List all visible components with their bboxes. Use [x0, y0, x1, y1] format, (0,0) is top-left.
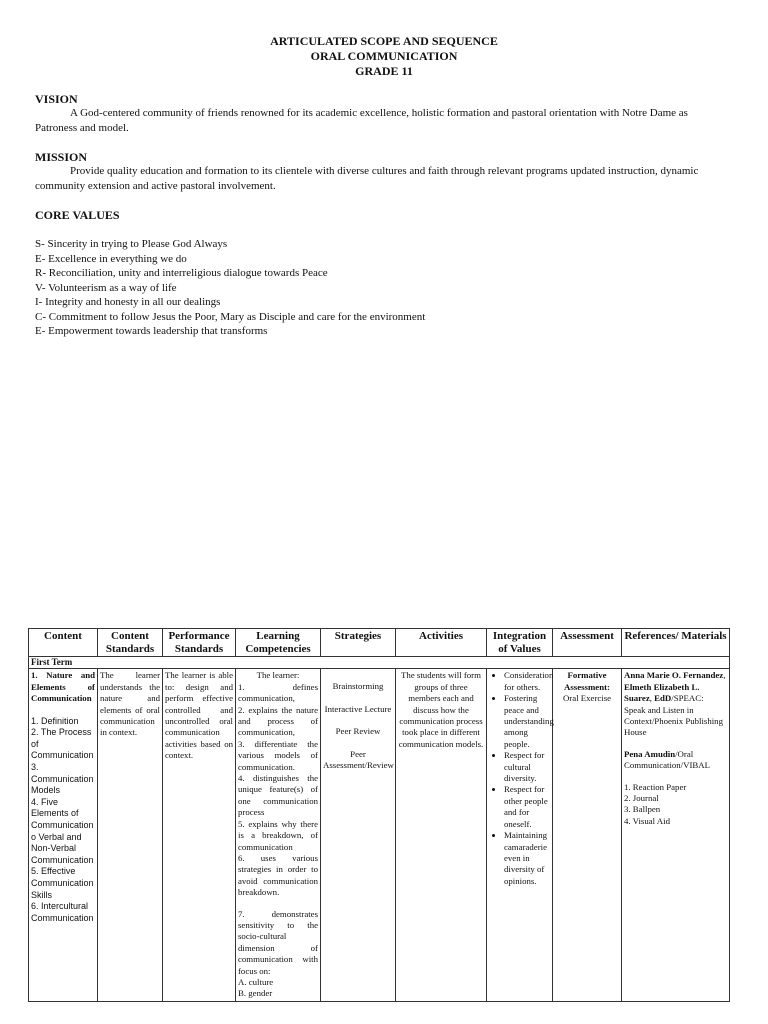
content-item: 4. Five Elements of Communication — [31, 796, 94, 830]
value-item: • Respect for other people and for oneself. — [504, 784, 550, 830]
reference-author: Anna Marie O. Fernandez — [624, 670, 724, 681]
cell-integration-of-values — [487, 669, 553, 1001]
scope-sequence-table — [28, 628, 730, 1002]
core-value-item: R- Reconciliation, unity and interreligious dialogue towards Peace — [35, 267, 328, 279]
competency-item: 2. explains the nature and process of communication, — [238, 704, 318, 738]
content-item: 6. Intercultural Communication — [31, 901, 94, 923]
material-item: 4. Visual Aid — [624, 815, 670, 826]
col-header-learning-competencies: Learning Competencies — [236, 629, 321, 657]
cell-content-standards: The learner understands the nature and elements of oral communication in context. — [98, 669, 163, 1001]
value-item: • Maintaining camaraderie even in diversity of opinions. — [504, 830, 550, 887]
document-header — [0, 34, 768, 79]
col-header-integration-of-values: Integration of Values — [487, 629, 553, 657]
col-header-strategies: Strategies — [321, 629, 396, 657]
content-title: 1. Nature and Elements of Communication — [31, 670, 95, 704]
core-values-list — [35, 237, 425, 339]
assessment-label: Formative Assessment: — [564, 670, 610, 692]
header-line-3: GRADE 11 — [355, 64, 413, 78]
strategy-item: Brainstorming — [332, 681, 384, 692]
assessment-value: Oral Exercise — [562, 693, 612, 704]
cell-learning-competencies — [236, 669, 321, 1001]
competency-item: 6. uses various strategies in order to avoid communication breakdown. — [238, 852, 318, 898]
core-value-item: I- Integrity and honesty in all our dealings — [35, 296, 221, 308]
header-line-2: ORAL COMMUNICATION — [310, 49, 458, 63]
col-header-content-standards: Content Standards — [98, 629, 163, 657]
content-item: 2. The Process of Communication — [31, 727, 94, 761]
competency-subitem: A. culture — [238, 976, 274, 987]
material-item: 1. Reaction Paper — [624, 781, 687, 792]
reference-2 — [624, 749, 727, 772]
col-header-performance-standards: Performance Standards — [163, 629, 236, 657]
competency-item: 4. distinguishes the unique feature(s) of one communication process — [238, 773, 318, 818]
content-item: 1. Definition — [31, 715, 79, 726]
col-header-activities: Activities — [396, 629, 487, 657]
reference-author: Elmeth Elizabeth L. Suarez — [624, 681, 700, 704]
reference-degree: EdD — [654, 693, 672, 704]
competency-item: 7. demonstrates sensitivity to the socio-cultural dimension of communication with focus on: — [238, 908, 318, 976]
competency-item: 1. defines communication, — [238, 681, 318, 704]
col-header-references: References/ Materials — [622, 629, 730, 657]
competencies-intro: The learner: — [256, 670, 300, 681]
core-value-item: E- Excellence in everything we do — [35, 252, 187, 265]
cell-assessment — [553, 669, 622, 1001]
cell-content — [29, 669, 98, 1001]
reference-title: /Oral Communication/VIBAL — [624, 748, 711, 771]
core-value-item: E- Empowerment towards leadership that transforms — [35, 325, 268, 337]
content-item: 5. Effective Communication Skills — [31, 866, 94, 900]
values-list — [489, 670, 554, 887]
vision-text: A God-centered community of friends renowned for its academic excellence, holistic formation and pastoral orientation with Notre Dame as Patroness and model. — [35, 107, 688, 134]
core-value-item: C- Commitment to follow Jesus the Poor, Mary as Disciple and care for the environment — [35, 310, 426, 323]
col-header-assessment: Assessment — [553, 629, 622, 657]
content-item: o Verbal and Non-Verbal Communication — [31, 831, 94, 865]
header-line-1: ARTICULATED SCOPE AND SEQUENCE — [270, 34, 498, 48]
core-value-item: V- Volunteerism as a way of life — [35, 281, 177, 294]
cell-strategies — [321, 669, 396, 1001]
value-item: • Fostering peace and understanding among people. — [504, 693, 550, 750]
value-item: • Consideration for others. — [504, 670, 550, 693]
table-header-row — [29, 629, 730, 657]
mission-text: Provide quality education and formation to its clientele with diverse cultures and faith through relevant programs updated instruction, dynamic community extension and active pastoral involvement. — [35, 165, 699, 192]
competency-subitem: B. gender — [238, 988, 273, 999]
reference-title: /SPEAC: Speak and Listen in Context/Phoenix Publishing House — [624, 693, 723, 738]
strategy-item: Interactive Lecture — [324, 703, 392, 714]
material-item: 2. Journal — [624, 793, 659, 804]
core-values-title: CORE VALUES — [35, 208, 120, 222]
strategy-item: Peer Assessment/Review — [323, 748, 394, 771]
competency-item: 3. differentiate the various models of communication. — [238, 738, 318, 772]
value-item: • Respect for cultural diversity. — [504, 750, 550, 784]
material-item: 3. Ballpen — [624, 804, 661, 815]
content-items — [31, 716, 95, 925]
cell-performance-standards: The learner is able to: design and perform effective controlled and uncontrolled oral communication activities based on context. — [163, 669, 236, 1001]
vision-title: VISION — [35, 92, 78, 106]
content-item: 3. Communication Models — [31, 762, 94, 796]
competency-item: 5. explains why there is a breakdown, of communication — [238, 818, 318, 852]
strategy-item: Peer Review — [335, 726, 381, 737]
mission-title: MISSION — [35, 150, 88, 164]
term-row — [29, 657, 730, 669]
reference-1: Anna Marie O. Fernandez, Elmeth Elizabeth L. Suarez, EdD/SPEAC: Speak and Listen in Context/Phoenix Publishing House — [624, 670, 726, 738]
core-value-item: S- Sincerity in trying to Please God Always — [35, 238, 228, 250]
table-row — [29, 669, 730, 1001]
term-label: First Term — [29, 657, 730, 669]
cell-activities: The students will form groups of three members each and discuss how the communication process took place in different communication models. — [396, 669, 487, 1001]
cell-references — [622, 669, 730, 1001]
reference-author: Pena Amudin — [624, 748, 676, 759]
col-header-content: Content — [29, 629, 98, 657]
